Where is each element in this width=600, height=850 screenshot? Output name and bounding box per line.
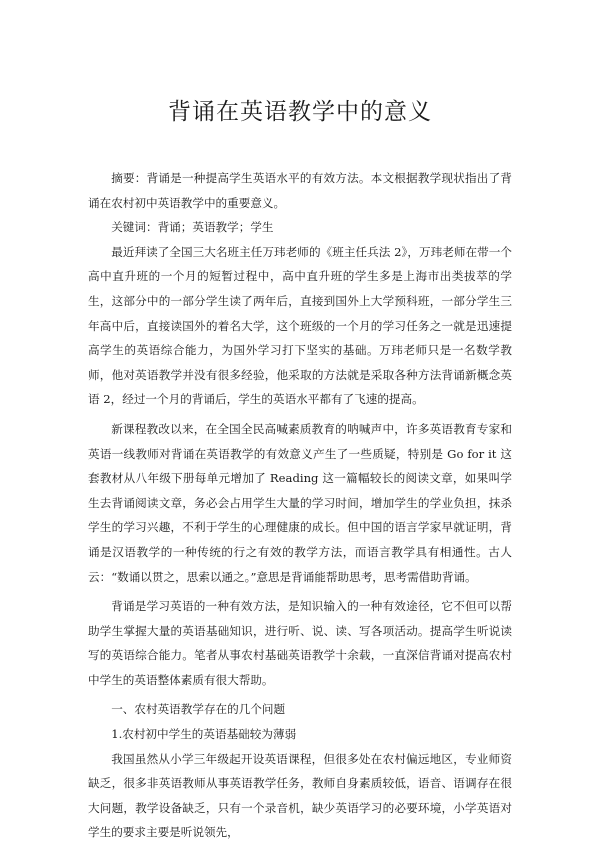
body-paragraph-3: 背诵是学习英语的一种有效方法，是知识输入的一种有效途径，它不但可以帮助学生掌握大量的英语基础知识，进行听、说、读、写各项活动。提高学生听说读写的英语综合能力。笔者从事农村基础英语教学十余载，一直深信背诵对提高农村中学生的英语整体素质有很大帮助。 bbox=[88, 599, 512, 687]
keywords-paragraph bbox=[88, 215, 512, 240]
keywords-label: 关键词： bbox=[111, 220, 158, 235]
section-heading: 一、农村英语教学存在的几个问题 bbox=[111, 702, 286, 717]
body-paragraph-1: 最近拜读了全国三大名班主任万玮老师的《班主任兵法 2》，万玮老师在带一个高中直升班的一个月的短暂过程中，高中直升班的学生多是上海市出类拔萃的学生，这部分中的一部分学生读了两年后，直接到国外上大学预科班，一部分学生三年高中后，直接读国外的着名大学，这个班级的一个月的学习任务之一就是迅速提高学生的英语综合能力，为国外学习打下坚实的基础。万玮老师只是一名数学教师，他对英语教学并没有很多经验，他采取的方法就是采取各种方法背诵新概念英语 2，经过一个月的背诵后，学生的英语水平都有了飞速的提高。 bbox=[88, 244, 512, 407]
abstract-text: 背诵是一种提高学生英语水平的有效方法。本文根据教学现状指出了背诵在农村初中英语教学中的重要意义。 bbox=[88, 171, 512, 210]
document-title: 背诵在英语教学中的意义 bbox=[168, 99, 432, 125]
abstract-label: 摘要： bbox=[111, 171, 147, 185]
body-paragraph-2: 新课程教改以来，在全国全民高喊素质教育的呐喊声中，许多英语教育专家和英语一线教师对背诵在英语教学的有效意义产生了一些质疑，特别是 Go for it 这套教材从八年级下册每单元增加了 Reading 这一篇幅较长的阅读文章，如果叫学生去背诵阅读文章，务必会占用学生大量的学习时间，增加学生的学业负担，抹杀学生的学习兴趣，不利于学生的心理健康的成长。但中国的语言学家早就证明，背诵是汉语教学的一种传统的行之有效的教学方法，而语言教学具有相通性。古人云：“数诵以贯之，思索以通之。”意思是背诵能帮助思考，思考需借助背诵。 bbox=[88, 421, 512, 584]
subsection-heading: 1.农村初中学生的英语基础较为薄弱 bbox=[111, 727, 297, 742]
abstract-paragraph bbox=[88, 166, 512, 215]
body-paragraph-4: 我国虽然从小学三年级起开设英语课程，但很多处在农村偏远地区，专业师资缺乏，很多非英语教师从事英语教学任务，教师自身素质较低，语音、语调存在很大问题，教学设备缺乏，只有一个录音机，缺少英语学习的必要环境，小学英语对学生的要求主要是听说领先， bbox=[88, 751, 512, 840]
document-body bbox=[88, 166, 512, 845]
keywords-text: 背诵；英语教学；学生 bbox=[157, 220, 274, 235]
